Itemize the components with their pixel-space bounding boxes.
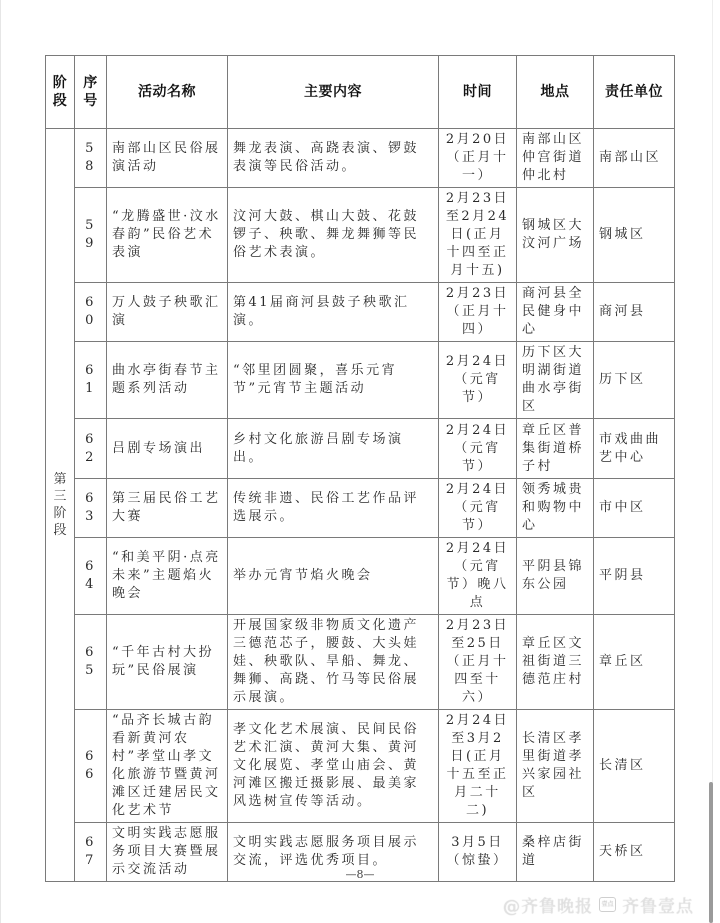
header-phase [46, 56, 75, 129]
seq-cell: 62 [75, 419, 107, 479]
location-cell: 章丘区文祖街道三德范庄村 [517, 615, 594, 710]
unit-cell: 南部山区 [594, 129, 675, 188]
phase-cell [46, 129, 75, 882]
table-row [46, 342, 675, 419]
time-cell: 3月5日（惊蛰） [439, 823, 517, 882]
activity-name-cell: “龙腾盛世·汶水春韵”民俗艺术表演 [107, 188, 228, 283]
content-cell: 文明实践志愿服务项目展示交流，评选优秀项目。 [228, 823, 439, 882]
content-cell: 传统非遗、民俗工艺作品评选展示。 [228, 479, 439, 538]
seq-cell: 59 [75, 188, 107, 283]
header-seq [75, 56, 107, 129]
page-edge [0, 0, 1, 923]
content-cell: 乡村文化旅游吕剧专场演出。 [228, 419, 439, 479]
unit-cell: 天桥区 [594, 823, 675, 882]
unit-cell: 钢城区 [594, 188, 675, 283]
activity-name-cell: “千年古村大扮玩”民俗展演 [107, 615, 228, 710]
page-number: —8— [345, 868, 375, 881]
unit-cell: 商河县 [594, 283, 675, 342]
time-cell: 2月23日（正月十四） [439, 283, 517, 342]
location-cell: 历下区大明湖街道曲水亭街区 [517, 342, 594, 419]
time-cell: 2月20日（正月十一） [439, 129, 517, 188]
table-row [46, 710, 675, 823]
seq-cell: 60 [75, 283, 107, 342]
table-row [46, 188, 675, 283]
content-cell: 舞龙表演、高跷表演、锣鼓表演等民俗活动。 [228, 129, 439, 188]
vertical-scrollbar[interactable] [709, 782, 713, 923]
header-location: 地点 [517, 56, 594, 129]
activity-name-cell: 南部山区民俗展演活动 [107, 129, 228, 188]
unit-cell: 长清区 [594, 710, 675, 823]
time-cell: 2月24日（元宵节）晚八点 [439, 538, 517, 615]
location-cell: 桑梓店街道 [517, 823, 594, 882]
seq-cell: 64 [75, 538, 107, 615]
content-cell: 开展国家级非物质文化遗产三德范芯子，腰鼓、大头娃娃、秧歌队、旱船、舞龙、舞狮、高跷、竹马等民俗展示展演。 [228, 615, 439, 710]
activity-name-cell: 曲水亭街春节主题系列活动 [107, 342, 228, 419]
location-cell: 钢城区大汶河广场 [517, 188, 594, 283]
header-seq-line: 序 [83, 75, 98, 91]
location-cell: 南部山区仲宫街道仲北村 [517, 129, 594, 188]
unit-cell: 市中区 [594, 479, 675, 538]
seq-cell: 67 [75, 823, 107, 882]
unit-cell: 市戏曲曲艺中心 [594, 419, 675, 479]
header-responsible-unit: 责任单位 [594, 56, 675, 129]
activity-name-cell: 文明实践志愿服务项目大赛暨展示交流活动 [107, 823, 228, 882]
seq-cell: 66 [75, 710, 107, 823]
activity-name-cell: 吕剧专场演出 [107, 419, 228, 479]
seq-cell: 61 [75, 342, 107, 419]
table-row [46, 538, 675, 615]
location-cell: 平阴县锦东公园 [517, 538, 594, 615]
table-row [46, 283, 675, 342]
header-seq-line: 号 [83, 93, 98, 109]
watermark-text: @齐鲁晚报 [503, 896, 593, 917]
table-row [46, 129, 675, 188]
watermark-brand: 齐鲁壹点 [622, 896, 694, 917]
location-cell: 长清区孝里街道孝兴家园社区 [517, 710, 594, 823]
seq-cell: 63 [75, 479, 107, 538]
table-header-row [46, 56, 675, 129]
content-cell: 第41届商河县鼓子秧歌汇演。 [228, 283, 439, 342]
activity-name-cell: “品齐长城古韵看新黄河农村”孝堂山孝文化旅游节暨黄河滩区迁建居民文化艺术节 [107, 710, 228, 823]
seq-cell: 65 [75, 615, 107, 710]
content-cell: 举办元宵节焰火晚会 [228, 538, 439, 615]
location-cell: 领秀城贵和购物中心 [517, 479, 594, 538]
content-cell: 孝文化艺术展演、民间民俗艺术汇演、黄河大集、黄河文化展览、孝堂山庙会、黄河滩区搬迁摄影展、最美家风选树宣传等活动。 [228, 710, 439, 823]
time-cell: 2月24日（元宵节） [439, 342, 517, 419]
activity-name-cell: 万人鼓子秧歌汇演 [107, 283, 228, 342]
unit-cell: 平阴县 [594, 538, 675, 615]
unit-cell: 历下区 [594, 342, 675, 419]
time-cell: 2月23日至2月24日(正月十四至正月十五) [439, 188, 517, 283]
table-row [46, 615, 675, 710]
table-row [46, 479, 675, 538]
activity-name-cell: 第三届民俗工艺大赛 [107, 479, 228, 538]
watermark-badge-icon: 壹点 [599, 897, 616, 912]
watermark [503, 891, 694, 917]
activity-schedule-table [45, 55, 675, 882]
header-phase-line: 阶 [52, 75, 68, 91]
time-cell: 2月24日（元宵节） [439, 419, 517, 479]
time-cell: 2月23日至25日（正月十四至十六） [439, 615, 517, 710]
table-row [46, 419, 675, 479]
activity-name-cell: “和美平阴·点亮未来”主题焰火晚会 [107, 538, 228, 615]
header-time: 时间 [439, 56, 517, 129]
header-activity-name: 活动名称 [107, 56, 228, 129]
header-main-content: 主要内容 [228, 56, 439, 129]
location-cell: 章丘区普集街道桥子村 [517, 419, 594, 479]
seq-cell: 58 [75, 129, 107, 188]
phase-label: 第三阶段 [53, 471, 67, 538]
time-cell: 2月24日至3月2日(正月十五至正月二十二) [439, 710, 517, 823]
content-cell: “邻里团圆聚，喜乐元宵节”元宵节主题活动 [228, 342, 439, 419]
unit-cell: 章丘区 [594, 615, 675, 710]
location-cell: 商河县全民健身中心 [517, 283, 594, 342]
content-cell: 汶河大鼓、棋山大鼓、花鼓锣子、秧歌、舞龙舞狮等民俗艺术表演。 [228, 188, 439, 283]
header-phase-line: 段 [52, 93, 68, 109]
time-cell: 2月24日（元宵节） [439, 479, 517, 538]
